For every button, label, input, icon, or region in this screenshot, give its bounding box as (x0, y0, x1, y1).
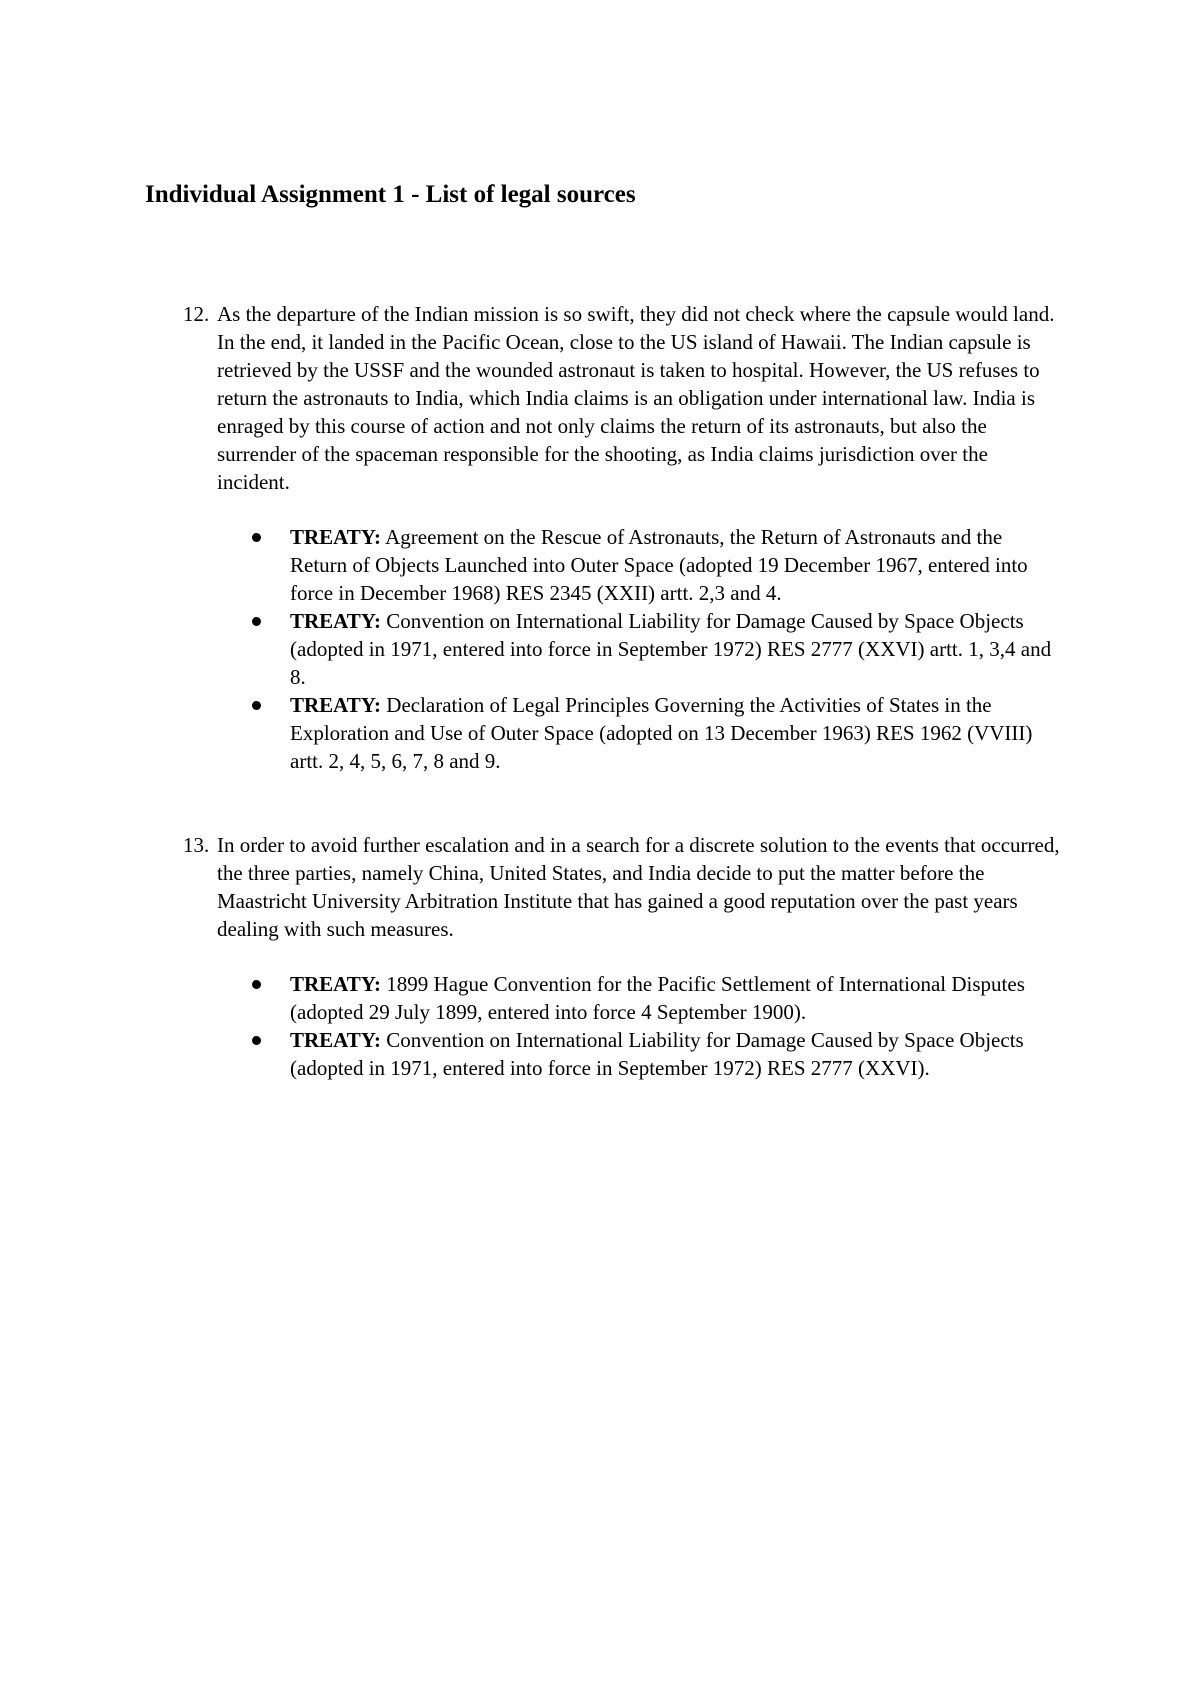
item-paragraph: In order to avoid further escalation and in a search for a discrete solution to the events that occurred, the three parties, namely China, United States, and India decide to put the matter before the Maastricht University Arbitration Institute that has gained a good reputation over the past years dealing with such measures. (217, 833, 1060, 941)
bullet-dot-icon (252, 533, 261, 542)
treaty-text: 1899 Hague Convention for the Pacific Settlement of International Disputes (adopted 29 July 1899, entered into force 4 September 1900). (290, 972, 1025, 1024)
bullet-item (290, 691, 1063, 775)
bullet-dot-icon (252, 980, 261, 989)
bullet-dot-icon (252, 701, 261, 710)
numbered-item-13 (183, 831, 1063, 1082)
bullet-item (290, 607, 1063, 691)
bullet-item (290, 1026, 1063, 1082)
bullet-dot-icon (252, 1036, 261, 1045)
bullet-item (290, 970, 1063, 1026)
item-number: 13. (183, 833, 210, 857)
item-paragraph-row (183, 300, 1063, 496)
treaty-text: Declaration of Legal Principles Governing the Activities of States in the Exploration and Use of Outer Space (adopted on 13 December 1963) RES 1962 (VVIII) artt. 2, 4, 5, 6, 7, 8 and 9. (290, 693, 1033, 773)
treaty-text: Convention on International Liability for Damage Caused by Space Objects (adopted in 1971, entered into force in September 1972) RES 2777 (XXVI) artt. 1, 3,4 and 8. (290, 609, 1052, 689)
document-title: Individual Assignment 1 - List of legal sources (145, 181, 636, 208)
item-paragraph: As the departure of the Indian mission is so swift, they did not check where the capsule would land. In the end, it landed in the Pacific Ocean, close to the US island of Hawaii. The Indian capsule is retrieved by the USSF and the wounded astronaut is taken to hospital. However, the US refuses to return the astronauts to India, which India claims is an obligation under international law. India is enraged by this course of action and not only claims the return of its astronauts, but also the surrender of the spaceman responsible for the shooting, as India claims jurisdiction over the incident. (217, 302, 1055, 494)
numbered-item-12 (183, 300, 1063, 775)
treaty-text: Agreement on the Rescue of Astronauts, the Return of Astronauts and the Return of Objects Launched into Outer Space (adopted 19 December 1967, entered into force in December 1968) RES 2345 (XXII) artt. 2,3 and 4. (290, 525, 1028, 605)
item-paragraph-row (183, 831, 1063, 943)
treaty-label: TREATY: (290, 693, 382, 717)
treaty-label: TREATY: (290, 972, 382, 996)
treaty-label: TREATY: (290, 609, 382, 633)
bullet-item (290, 523, 1063, 607)
item-number: 12. (183, 302, 210, 326)
treaty-label: TREATY: (290, 1028, 382, 1052)
bullet-list (183, 970, 1063, 1082)
bullet-dot-icon (252, 617, 261, 626)
treaty-label: TREATY: (290, 525, 382, 549)
bullet-list (183, 523, 1063, 775)
treaty-text: Convention on International Liability for Damage Caused by Space Objects (adopted in 1971, entered into force in September 1972) RES 2777 (XXVI). (290, 1028, 1024, 1080)
